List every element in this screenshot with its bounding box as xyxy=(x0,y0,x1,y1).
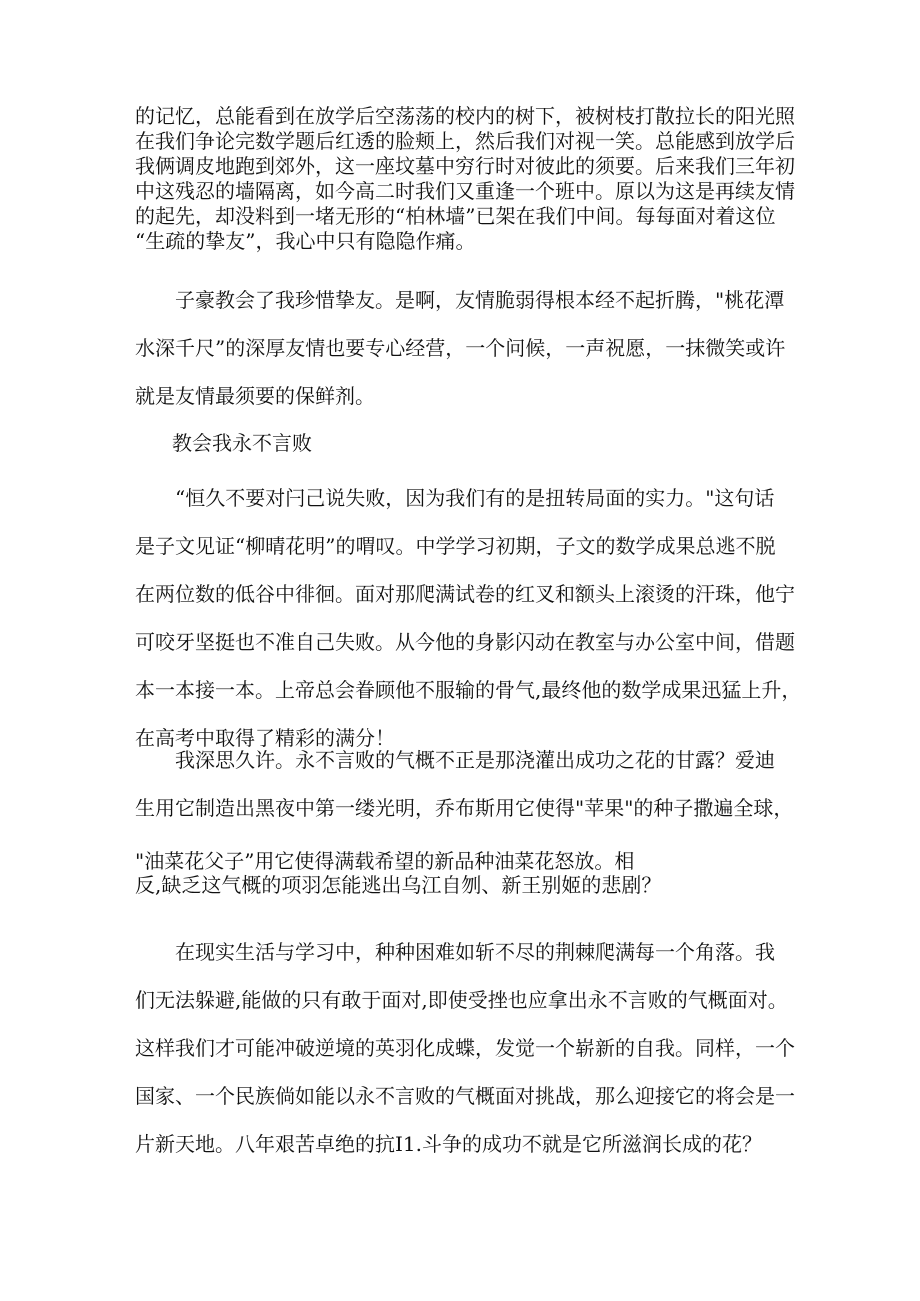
text-line: 在我们争论完数学题后红透的脸颊上，然后我们对视一笑。总能感到放学后 xyxy=(135,129,795,153)
paragraph-memory xyxy=(135,104,795,254)
text-line: 反,缺乏这气概的项羽怎能逃出乌江自刎、新王别姬的悲剧？ xyxy=(135,873,662,897)
paragraph-cherish-friend xyxy=(135,276,795,420)
heading-text: 教会我永不言败 xyxy=(172,431,312,455)
text-line: "油菜花父子”用它使得满载希望的新品种油菜花怒放。相 xyxy=(135,849,635,873)
text-line: 在两位数的低谷中徘徊。面对那爬满试卷的红叉和额头上滚烫的汗珠，他宁 xyxy=(135,582,795,606)
paragraph-real-life xyxy=(135,928,795,1168)
text-line: 国家、一个民族倘如能以永不言败的气概面对挑战，那么迎接它的将会是一 xyxy=(135,1084,795,1108)
text-line: 片新天地。八年艰苦卓绝的抗I1.斗争的成功不就是它所滋润长成的花？ xyxy=(135,1132,762,1156)
text-line: 们无法躲避,能做的只有敢于面对,即使受挫也应拿出永不言败的气概面对。 xyxy=(135,988,788,1012)
text-line: 的记忆，总能看到在放学后空荡荡的校内的树下，被树枝打散拉长的阳光照 xyxy=(135,104,795,128)
text-line: 水深千尺”的深厚友情也要专心经营，一个问候，一声祝愿，一抹微笑或许 xyxy=(135,336,786,360)
text-line: 子豪教会了我珍惜挚友。是啊，友情脆弱得根本经不起折腾，"桃花潭 xyxy=(175,288,785,312)
text-line: 是子文见证“柳晴花明”的喟叹。中学学习初期，子文的数学成果总逃不脱 xyxy=(135,534,776,558)
text-line: 生用它制造出黑夜中第一缕光明，乔布斯用它使得"苹果"的种子撒遍全球， xyxy=(135,796,794,820)
text-line: 这样我们才可能冲破逆境的英羽化成蝶，发觉一个崭新的自我。同样，一个 xyxy=(135,1036,795,1060)
paragraph-reflection xyxy=(135,736,795,832)
text-line: 在高考中取得了精彩的满分！ xyxy=(135,726,395,750)
text-line: 可咬牙坚挺也不准自己失败。从今他的身影闪动在教室与办公室中间，借题 xyxy=(135,630,795,654)
text-line: “恒久不要对闩己说失败，因为我们有的是扭转局面的实力。"这句话 xyxy=(175,486,775,510)
paragraph-reflection-continued xyxy=(135,849,795,897)
text-line: “生疏的挚友”，我心中只有隐隐作痛。 xyxy=(135,229,476,253)
text-line: 我俩调皮地跑到郊外，这一座坟墓中穷行时对彼此的须要。后来我们三年初 xyxy=(135,154,795,178)
text-line: 我深思久许。永不言败的气概不正是那浇灌出成功之花的甘露？爱迪 xyxy=(175,748,775,772)
paragraph-never-give-up xyxy=(135,474,802,762)
text-line: 在现实生活与学习中，种种困难如斩不尽的荆棘爬满每一个角落。我 xyxy=(175,940,775,964)
text-line: 中这残忍的墙隔离，如今高二时我们又重逢一个班中。原以为这是再续友情 xyxy=(135,179,795,203)
text-line: 的起先，却没料到一堵无形的“柏林墙”已架在我们中间。每每面对着这位 xyxy=(135,204,776,228)
text-line: 本一本接一本。上帝总会眷顾他不服输的骨气,最终他的数学成果迅猛上升， xyxy=(135,678,802,702)
text-line: 就是友情最须要的保鲜剂。 xyxy=(135,384,375,408)
section-heading xyxy=(172,419,832,467)
